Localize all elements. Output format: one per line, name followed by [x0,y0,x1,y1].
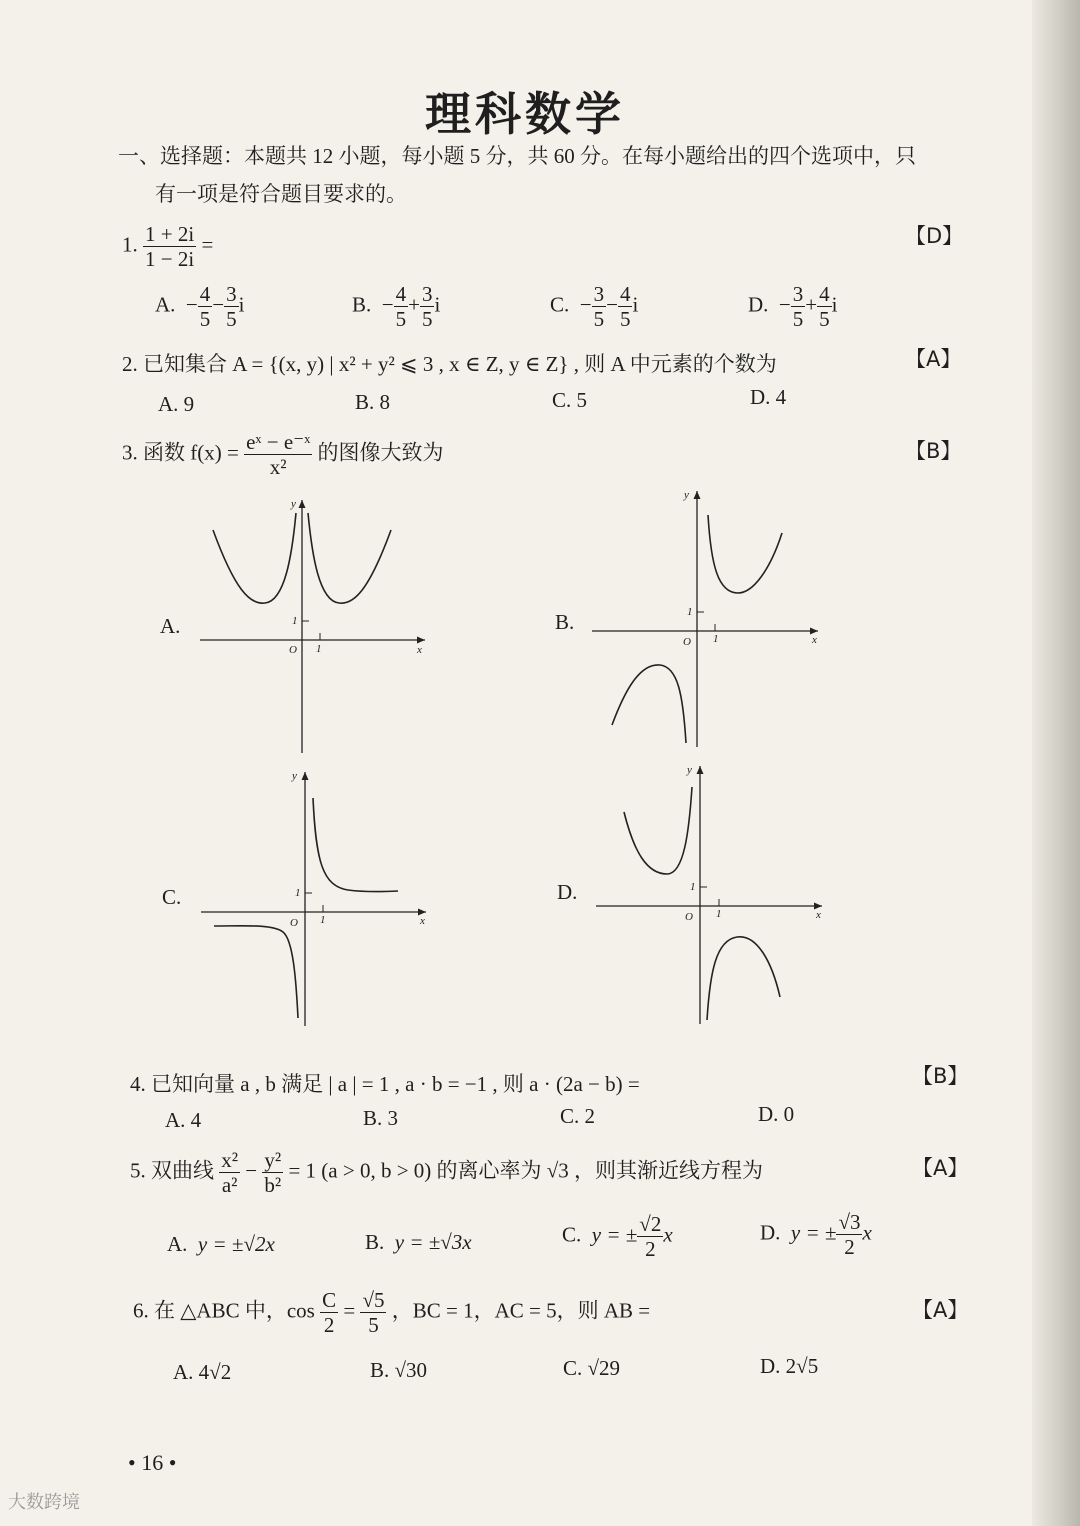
graph-d-label: D. [557,880,578,904]
question-3 [122,430,444,479]
svg-text:x: x [812,634,817,646]
q6-fraction-1: $\frac{C}{2}$ [322,1288,337,1338]
svg-text:1: 1 [320,914,326,926]
q3-fraction [244,430,312,479]
q3-answer: 【B】 [905,439,962,463]
q5-option-b: B. y = ±√3x [365,1230,472,1254]
question-4: 4. 已知向量 a , b 满足 | a | = 1 , a · b = −1 , 则 a · (2a − b) = [130,1072,640,1096]
svg-text:x: x [816,909,821,921]
q1-fraction-denominator: 1 − 2i [145,247,195,272]
q5-prefix: 5. 双曲线 [130,1158,214,1183]
svg-text:1: 1 [295,887,301,899]
question-6: 6. 在 △ABC 中，cos $\frac{C}{2}$ = $\frac{√5}{5}$ ，BC = 1，AC = 5，则 AB = [133,1288,651,1338]
q1-option-a: A. − $\frac{4}{5}$ − $\frac{3}{5}$ i [155,282,245,332]
graph-a-label: A. [160,614,181,638]
svg-text:1: 1 [713,633,719,645]
q6-prefix: 6. 在 △ABC 中，cos [133,1298,315,1323]
q6-option-a: A. 4√2 [173,1360,232,1384]
q1-number: 1. [122,232,138,257]
svg-text:1: 1 [690,881,696,893]
q6-option-d: D. 2√5 [760,1354,819,1378]
q2-option-a: A. 9 [158,392,195,416]
q3-prefix: 3. 函数 f(x) = [122,440,239,465]
svg-text:y: y [684,489,689,501]
svg-text:O: O [290,917,298,929]
q1-answer: 【D】 [905,224,964,248]
q1-option-c: C. − $\frac{3}{5}$ − $\frac{4}{5}$ i [550,282,639,332]
svg-text:1: 1 [316,643,322,655]
q1-fraction [143,222,196,271]
q4-answer: 【B】 [912,1064,969,1088]
svg-text:O: O [685,911,693,923]
q5-fraction-1: $\frac{\text{x²}}{\text{a²}}$ [221,1148,239,1198]
q4-option-a: A. 4 [165,1108,202,1132]
q3-suffix: 的图像大致为 [317,440,444,465]
svg-text:O: O [683,636,691,648]
q6-fraction-2: $\frac{√5}{5}$ [362,1288,385,1338]
svg-text:y: y [687,764,692,776]
q4-option-c: C. 2 [560,1104,596,1128]
q5-option-d: D. y = ± $\frac{√3}{2}$ x [760,1210,872,1260]
q6-answer: 【A】 [912,1298,969,1322]
svg-text:x: x [417,644,422,656]
q1-option-d: D. − $\frac{3}{5}$ + $\frac{4}{5}$ i [748,282,838,332]
section-heading-line2: 有一项是符合题目要求的。 [155,182,407,206]
svg-text:1: 1 [292,615,298,627]
graph-a [195,495,435,760]
svg-text:1: 1 [716,908,722,920]
q4-option-b: B. 3 [363,1106,399,1130]
svg-text:y: y [292,770,297,782]
graph-c-label: C. [162,885,182,909]
q4-option-d: D. 0 [758,1102,795,1126]
graph-b-label: B. [555,610,575,634]
q2-option-d: D. 4 [750,385,787,409]
scan-edge-shadow [1032,0,1080,1526]
question-2: 2. 已知集合 A = {(x, y) | x² + y² ⩽ 3 , x ∈ Z, y ∈ Z} , 则 A 中元素的个数为 [122,352,777,376]
q5-fraction-2: $\frac{\text{y²}}{\text{b²}}$ [264,1148,282,1198]
q5-rest: = 1 (a > 0, b > 0) 的离心率为 √3 ，则其渐近线方程为 [288,1158,764,1183]
graph-d [592,762,832,1032]
q6-rest: ，BC = 1，AC = 5，则 AB = [391,1298,651,1323]
graph-c [198,768,438,1033]
q6-option-c: C. √29 [563,1356,621,1380]
q2-option-c: C. 5 [552,388,588,412]
svg-text:y: y [291,498,296,510]
q5-option-c: C. y = ± $\frac{√2}{2}$ x [562,1212,673,1262]
q3-fraction-numerator: eˣ − e⁻ˣ [246,430,311,454]
q6-option-b: B. √30 [370,1358,428,1382]
section-heading-line1: 一、选择题：本题共 12 小题，每小题 5 分，共 60 分。在每小题给出的四个选项中，只 [118,144,916,168]
graph-b [590,485,830,755]
q5-answer: 【A】 [912,1156,969,1180]
q5-option-a: A. y = ±√2x [167,1232,275,1256]
svg-text:O: O [289,644,297,656]
q3-fraction-denominator: x² [269,455,287,480]
svg-text:1: 1 [687,606,693,618]
q1-equals: = [201,232,214,257]
question-1 [122,222,213,271]
q1-fraction-numerator: 1 + 2i [145,222,195,246]
svg-text:x: x [420,915,425,927]
watermark: 大数跨境 [8,1492,80,1513]
q2-option-b: B. 8 [355,390,391,414]
page-number: • 16 • [128,1450,177,1475]
page-title: 理科数学 [425,87,625,141]
q1-option-b: B. − $\frac{4}{5}$ + $\frac{3}{5}$ i [352,282,441,332]
question-5: 5. 双曲线 $\frac{\text{x²}}{\text{a²}}$ − $\frac{\text{y²}}{\text{b²}}$ = 1 (a > 0, b > 0) 的离心率为 √3 ，则其渐近线方程为 [130,1148,764,1198]
q2-answer: 【A】 [905,347,962,371]
